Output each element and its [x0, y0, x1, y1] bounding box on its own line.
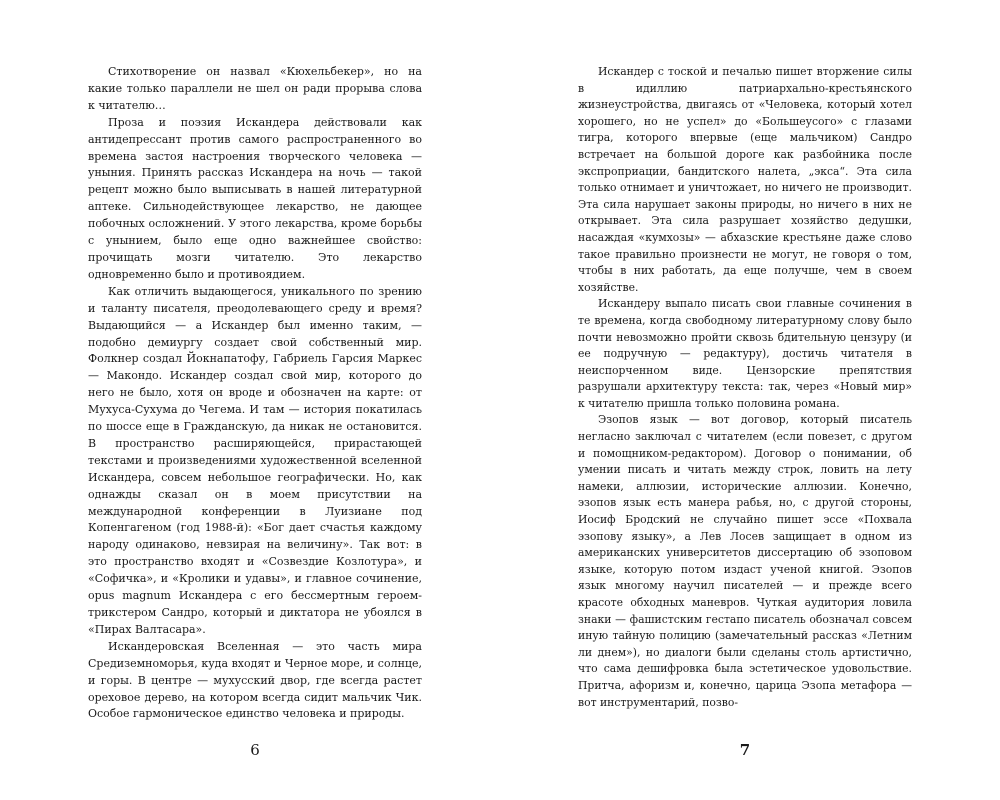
- paragraph: Искандер с тоской и печалью пишет вторжение силы в идиллию патриархально-крестьянского жизнеустройства, двигаясь от «Человека, который хотел хорошего, но не успел» до «Большеусого» с глазами тигра, которого впервые (еще мальчиком) Сандро встречает на большой дороге как разбойника после экспроприации, бандитского налета, „экса“. Эта сила только отнимает и уничтожает, но ничего не производит. Эта сила нарушает законы природы, но ничего в них не открывает. Эта сила разрушает хозяйство дедушки, насаждая «кумхозы» — абхазские крестьяне даже слово такое правильно произнести не могут, не говоря о том, чтобы в них работать, да еще получше, чем в своем хозяйстве.: [578, 65, 912, 294]
- paragraph: Как отличить выдающегося, уникального по зрению и таланту писателя, преодолевающего среду и время? Выдающийся — а Искандер был именно таким, — подобно демиургу создает свой собственный мир. Фолкнер создал Йокнапатофу, Габриель Гарсия Маркес — Макондо. Искандер создал свой мир, которого до него не было, хотя он вроде и обозначен на карте: от Мухуса-Сухума до Чегема. И там — история покатилась по шоссе еще в Гражданскую, да никак не остановится. В пространство расширяющейся, прирастающей текстами и произведениями художественной вселенной Искандера, совсем небольшое географически. Но, как однажды сказал он в моем присутствии на международной конференции в Луизиане под Копенгагеном (год 1988-й): «Бог дает счастья каждому народу одинаково, невзирая на величину». Так вот: в это пространство входят и «Созвездие Козлотура», и «Софичка», и «Кролики и удавы», и главное сочинение, opus magnum Искандера с его бессмертным героем-трикстером Сандро, который и диктатора не убоялся в «Пирах Валтасара».: [88, 284, 422, 636]
- paragraph: Проза и поэзия Искандера действовали как антидепрессант против самого распространенного во времена застоя настроения творческого человека — уныния. Принять рассказ Искандера на ночь — такой рецепт можно было выписывать в нашей литературной аптеке. Сильнодействующее лекарство, не дающее побочных осложнений. У этого лекарства, кроме борьбы с унынием, было еще одно важнейшее свойство: прочищать мозги читателю. Это лекарство одновременно было и противоядием.: [88, 115, 422, 281]
- left-page-text: [88, 64, 422, 723]
- paragraph: Эзопов язык — вот договор, который писатель негласно заключал с читателем (если повезет, с другом и помощником-редактором). Договор о понимании, об умении писать и читать между строк, ловить на лету намеки, аллюзии, исторические аллюзии. Конечно, эзопов язык есть манера рабья, но, с другой стороны, Иосиф Бродский не случайно пишет эссе «Похвала эзопову языку», а Лев Лосев защищает в одном из американских университетов диссертацию об эзоповом языке, которую потом издаст ученой книгой. Эзопов язык многому научил писателей — и прежде всего красоте обходных маневров. Чуткая аудитория ловила знаки — фашистским гестапо писатель обозначал совсем иную тайную полицию (замечательный рассказ «Летним ли днем»), но диалоги были сделаны столь артистично, что сама дешифровка была эстетическое удовольствие. Притча, афоризм и, конечно, царица Эзопа метафора — вот инструментарий, позво-: [578, 413, 912, 709]
- right-page-text: [578, 64, 912, 711]
- page-number: 7: [739, 741, 751, 759]
- paragraph: Стихотворение он назвал «Кюхельбекер», но на какие только параллели не шел он ради прорыва слова к читателю…: [88, 65, 422, 112]
- paragraph: Искандеровская Вселенная — это часть мира Средиземноморья, куда входят и Черное море, и солнце, и горы. В центре — мухусский двор, где всегда растет ореховое дерево, на котором всегда сидит мальчик Чик. Особое гармоническое единство человека и природы.: [88, 639, 422, 721]
- right-page: [578, 64, 912, 784]
- page-number: 6: [250, 741, 260, 759]
- paragraph: Искандеру выпало писать свои главные сочинения в те времена, когда свободному литературному слову было почти невозможно пройти сквозь бдительную цензуру (и ее подручную — редактуру), достичь читателя в неиспорченном виде. Цензорские препятствия разрушали архитектуру текста: так, через «Новый мир» к читателю пришла только половина романа.: [578, 297, 912, 410]
- left-page: [88, 64, 422, 784]
